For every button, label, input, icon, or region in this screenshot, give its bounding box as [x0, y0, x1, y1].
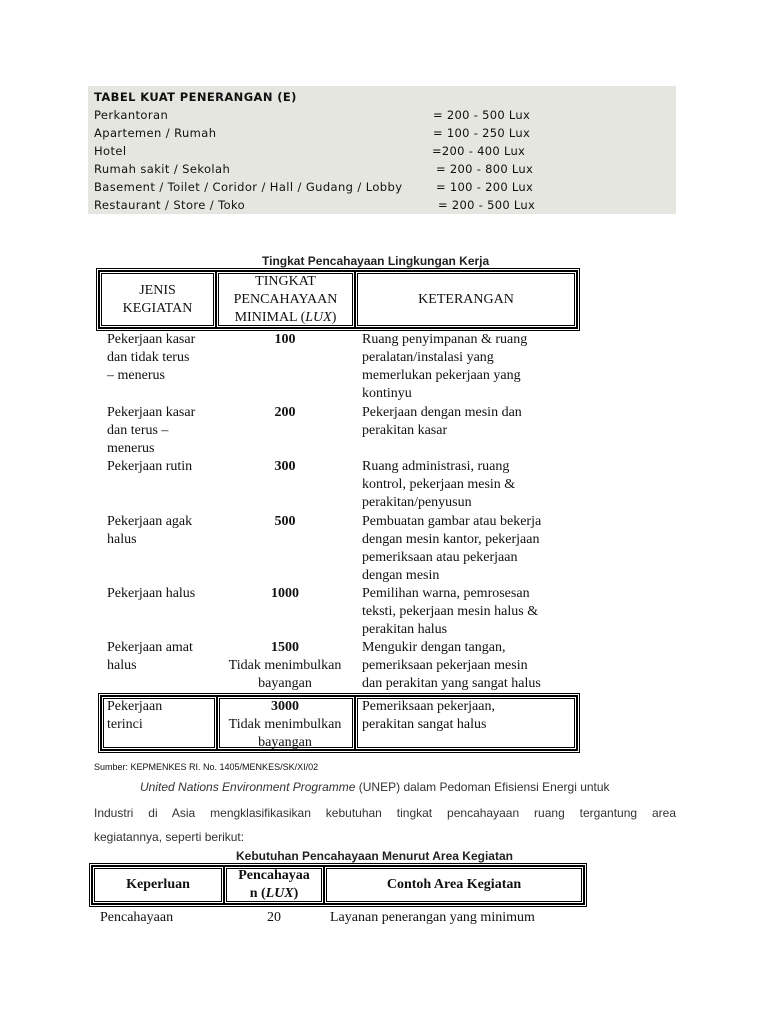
table-row-activity — [107, 585, 217, 603]
cell-text: – menerus — [107, 368, 165, 383]
table-row-activity — [107, 458, 217, 476]
table-row-note — [362, 698, 569, 734]
cell-text: Pekerjaan agak — [107, 514, 193, 529]
note-line: pemeriksaan atau pekerjaan — [362, 550, 518, 565]
standard-place: Hotel — [94, 144, 127, 158]
lux-value: 100 — [274, 332, 296, 347]
standard-value: = 200 - 500 Lux — [438, 198, 536, 212]
table-row-note — [362, 513, 569, 585]
table-row-lux — [218, 458, 352, 476]
standard-place: Basement / Toilet / Coridor / Hall / Gudang / Lobby — [94, 180, 403, 194]
cell-text: Pekerjaan kasar — [107, 405, 196, 420]
note-line: teksti, pekerjaan mesin halus & — [362, 604, 539, 619]
table-row-activity — [107, 404, 217, 458]
lux-value: 1000 — [271, 586, 299, 601]
table-row-lux — [218, 698, 352, 752]
header-pencahayaan — [224, 866, 324, 904]
standard-place: Restaurant / Store / Toko — [94, 198, 246, 212]
cell-text: Pekerjaan rutin — [107, 459, 193, 474]
table-row-note — [362, 404, 569, 440]
paragraph-line-3: kegiatannya, seperti berikut: — [94, 830, 245, 844]
note-line: perakitan kasar — [362, 423, 448, 438]
note-line: Ruang administrasi, ruang — [362, 459, 510, 474]
lux-value: 200 — [274, 405, 296, 420]
paragraph-line-1 — [140, 780, 676, 794]
header-tingkat-pencahayaan — [216, 271, 355, 328]
note-line: dan perakitan yang sangat halus — [362, 676, 541, 691]
standard-value: = 100 - 200 Lux — [436, 180, 534, 194]
note-line: perakitan/penyusun — [362, 495, 472, 510]
table-row-lux — [218, 585, 352, 603]
header-text: KETERANGAN — [418, 291, 514, 307]
cell-text: menerus — [107, 441, 155, 456]
note-line: Ruang penyimpanan & ruang — [362, 332, 528, 347]
note-line: memerlukan pekerjaan yang — [362, 368, 521, 383]
note-line: kontinyu — [362, 386, 412, 401]
lux-value: 300 — [274, 459, 296, 474]
header-text: n ( — [249, 886, 266, 901]
standard-value: = 100 - 250 Lux — [433, 126, 531, 140]
area-row-need: Pencahayaan — [100, 910, 174, 925]
area-row-example: Layanan penerangan yang minimum — [330, 910, 535, 925]
note-line: Pemilihan warna, pemrosesan — [362, 586, 530, 601]
header-text: MINIMAL ( — [234, 309, 306, 325]
cell-text: Pekerjaan kasar — [107, 332, 196, 347]
table-row-activity — [107, 513, 217, 549]
table-row-activity — [107, 698, 217, 734]
header-text: Contoh Area Kegiatan — [386, 877, 522, 892]
note-line: Pembuatan gambar atau bekerja — [362, 514, 542, 529]
standard-value: = 200 - 800 Lux — [436, 162, 534, 176]
cell-text: Pekerjaan — [107, 699, 163, 714]
note-line: peralatan/instalasi yang — [362, 350, 494, 365]
lux-note: bayangan — [258, 676, 312, 691]
paragraph-text: (UNEP) dalam Pedoman Efisiensi Energi untuk — [355, 780, 610, 794]
header-text: ) — [293, 886, 299, 901]
work-table-caption: Tingkat Pencahayaan Lingkungan Kerja — [262, 254, 490, 268]
header-text: Keperluan — [126, 877, 190, 892]
header-text: LUX — [305, 309, 332, 325]
cell-text: terinci — [107, 717, 143, 732]
area-table-caption: Kebutuhan Pencahayaan Menurut Area Kegiatan — [236, 849, 513, 863]
table-row-lux — [218, 331, 352, 349]
cell-text: halus — [107, 658, 137, 673]
table-row-activity — [107, 331, 217, 385]
note-line: dengan mesin kantor, pekerjaan — [362, 532, 540, 547]
area-row-lux: 20 — [267, 910, 281, 925]
table-row-activity — [107, 639, 217, 675]
table-row-note — [362, 639, 569, 693]
header-text: LUX — [265, 886, 294, 901]
standard-place: Rumah sakit / Sekolah — [94, 162, 231, 176]
note-line: Pemeriksaan pekerjaan, — [362, 699, 495, 714]
paragraph-italic: United Nations Environment Programme — [140, 780, 356, 794]
lux-value: 3000 — [271, 699, 299, 714]
table-row-lux — [218, 513, 352, 531]
cell-text: dan terus – — [107, 423, 169, 438]
lux-value: 1500 — [271, 640, 299, 655]
cell-text: Pekerjaan halus — [107, 586, 196, 601]
cell-text: Pekerjaan amat — [107, 640, 193, 655]
table-row-note — [362, 585, 569, 639]
standard-place: Perkantoran — [94, 108, 169, 122]
header-text: TINGKAT — [255, 273, 316, 289]
table-row-lux — [218, 404, 352, 422]
lux-value: 500 — [274, 514, 296, 529]
table-row-note — [362, 458, 569, 512]
header-text: KEGIATAN — [122, 300, 193, 316]
lighting-standards-title: TABEL KUAT PENERANGAN (E) — [94, 90, 297, 104]
header-keperluan — [92, 866, 224, 904]
cell-text: halus — [107, 532, 137, 547]
note-line: perakitan halus — [362, 622, 448, 637]
note-line: Mengukir dengan tangan, — [362, 640, 506, 655]
note-line: kontrol, pekerjaan mesin & — [362, 477, 516, 492]
standard-place: Apartemen / Rumah — [94, 126, 217, 140]
header-text: JENIS — [139, 282, 176, 298]
table-row-note — [362, 331, 569, 403]
lighting-standards-box — [88, 86, 676, 214]
header-keterangan — [355, 271, 577, 328]
table-row-lux — [218, 639, 352, 693]
standard-value: = 200 - 500 Lux — [433, 108, 531, 122]
cell-text: dan tidak terus — [107, 350, 190, 365]
note-line: Pekerjaan dengan mesin dan — [362, 405, 522, 420]
header-contoh-area — [324, 866, 584, 904]
lux-note: Tidak menimbulkan — [228, 717, 342, 732]
lux-note: bayangan — [258, 735, 312, 750]
standard-value: =200 - 400 Lux — [432, 144, 526, 158]
note-line: perakitan sangat halus — [362, 717, 487, 732]
table-source: Sumber: KEPMENKES RI. No. 1405/MENKES/SK/XI/02 — [94, 762, 319, 772]
lux-note: Tidak menimbulkan — [228, 658, 342, 673]
header-jenis-kegiatan — [99, 271, 216, 328]
header-text: PENCAHAYAAN — [233, 291, 338, 307]
header-text: ) — [331, 309, 337, 325]
paragraph-line-2: Industri di Asia mengklasifikasikan kebutuhan tingkat pencahayaan ruang tergantung area — [94, 806, 676, 820]
note-line: dengan mesin — [362, 568, 440, 583]
note-line: pemeriksaan pekerjaan mesin — [362, 658, 528, 673]
header-text: Pencahayaa — [238, 868, 310, 883]
